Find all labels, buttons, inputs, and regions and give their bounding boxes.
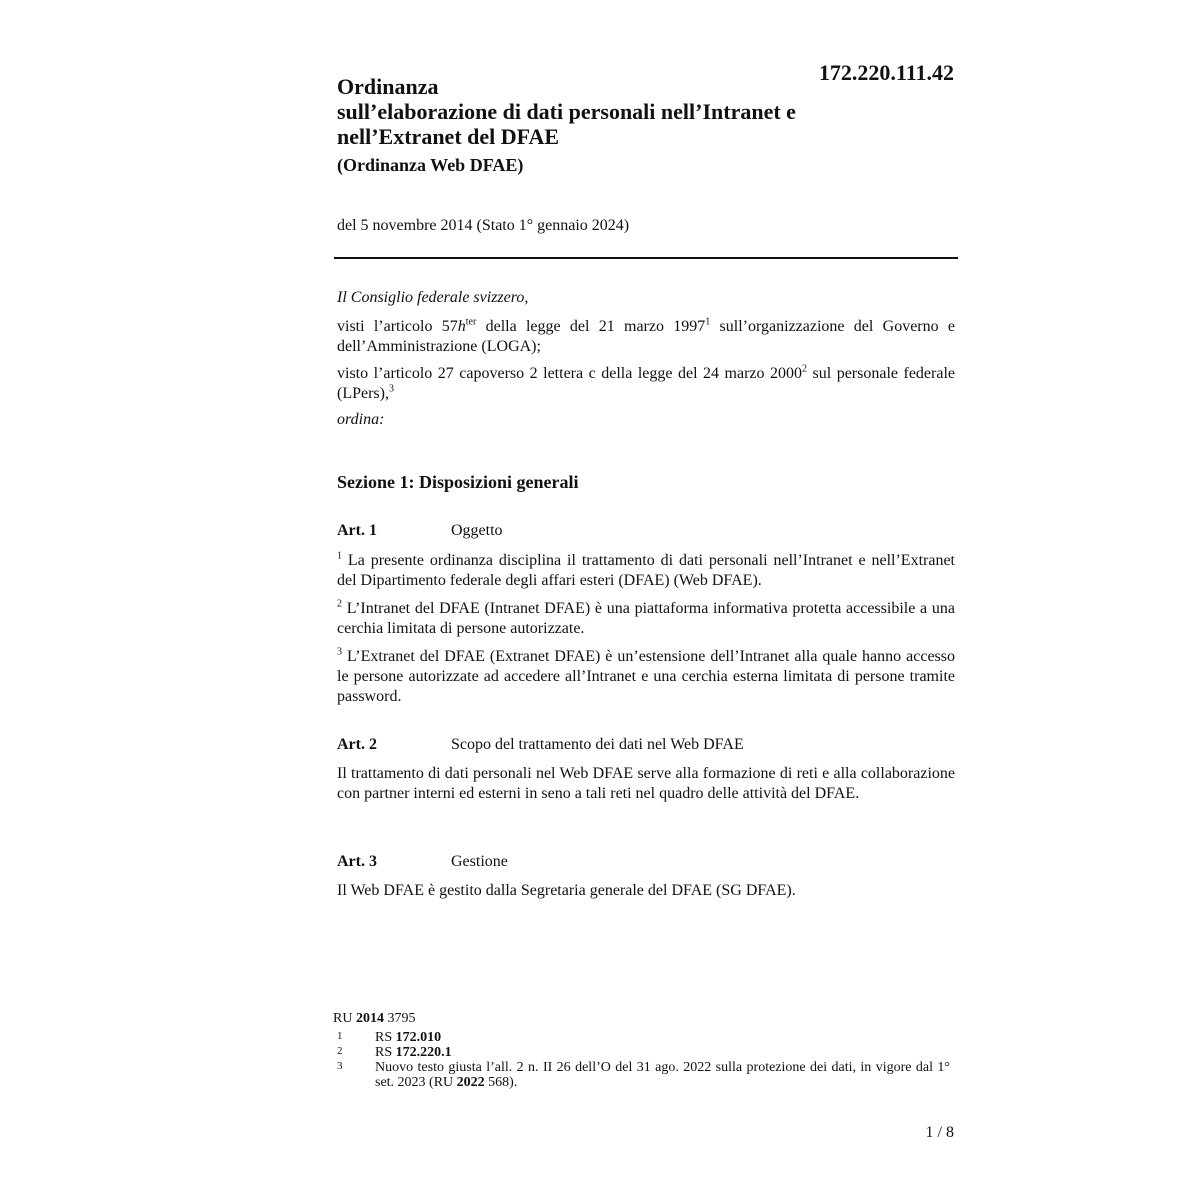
footnote-3: 3 Nuovo testo giusta l’all. 2 n. II 26 dell’O del 31 ago. 2022 sulla protezione dei dati, in vigore dal 1° set. 2023 (RU 2022 568). — [337, 1060, 950, 1090]
page-number: 1 / 8 — [925, 1124, 954, 1141]
art-3-heading: Art. 3 Gestione — [337, 853, 508, 870]
art-2-heading: Art. 2 Scopo del trattamento dei dati nel Web DFAE — [337, 736, 744, 753]
footnote-2: 2 RS 172.220.1 — [337, 1045, 452, 1060]
footnote-ref[interactable]: 1 — [705, 316, 711, 328]
section-1-title: Sezione 1: Disposizioni generali — [337, 472, 579, 492]
sr-number: 172.220.111.42 — [818, 60, 954, 85]
document-date: del 5 novembre 2014 (Stato 1° gennaio 2024) — [337, 217, 630, 234]
document-title — [337, 74, 897, 149]
preamble-ordina: ordina: — [337, 411, 385, 428]
footnotes — [333, 1011, 953, 1090]
preamble-authority: Il Consiglio federale svizzero, — [337, 289, 529, 306]
art-1-paragraph-1: $^1$ La presente ordinanza disciplina il trattamento di dati personali nell’Intranet e nell’Extranet del Dipartimento federale degli affari esteri (DFAE) (Web DFAE). — [337, 550, 955, 589]
art-1-paragraph-2: $^2$ L’Intranet del DFAE (Intranet DFAE) è una piattaforma informativa protetta accessibile a una cerchia limitata di persone autorizzate. — [337, 598, 955, 637]
ru-reference: RU 2014 3795 — [333, 1011, 416, 1026]
document-subtitle: (Ordinanza Web DFAE) — [337, 155, 524, 175]
preamble-visto-2: visto l’articolo 27 capoverso 2 lettera c della legge del 24 marzo 2000$^2$ sul personale federale (LPers),$^3$ — [337, 363, 956, 402]
preamble-visto-1: visti l’articolo $57h^{ter}$ della legge del 21 marzo 1997$^1$ sull’organizzazione del Governo e dell’Amministrazione (LOGA); — [337, 316, 956, 355]
art-3-paragraph-1: Il Web DFAE è gestito dalla Segretaria generale del DFAE (SG DFAE). — [337, 882, 796, 899]
title-line: nell’Extranet del DFAE — [337, 124, 560, 149]
footnote-ref[interactable]: 3 — [388, 383, 394, 395]
art-1-heading: Art. 1 Oggetto — [337, 522, 503, 539]
title-line: Ordinanza — [337, 74, 439, 99]
art-1-paragraph-3: $^3$ L’Extranet del DFAE (Extranet DFAE) è un’estensione dell’Intranet alla quale hanno accesso le persone autorizzate ad accedere all’Intranet e una cerchia esterna limitata di persone tramite password. — [337, 646, 955, 705]
footnote-1: 1 RS 172.010 — [337, 1030, 442, 1045]
art-2-paragraph-1: Il trattamento di dati personali nel Web DFAE serve alla formazione di reti e alla collaborazione con partner interni ed esterni in seno a tali reti nel quadro delle attività del DFAE. — [337, 765, 955, 802]
footnote-ref[interactable]: 2 — [802, 363, 808, 375]
title-line: sull’elaborazione di dati personali nell’Intranet e — [337, 99, 796, 124]
header-divider — [334, 257, 958, 259]
